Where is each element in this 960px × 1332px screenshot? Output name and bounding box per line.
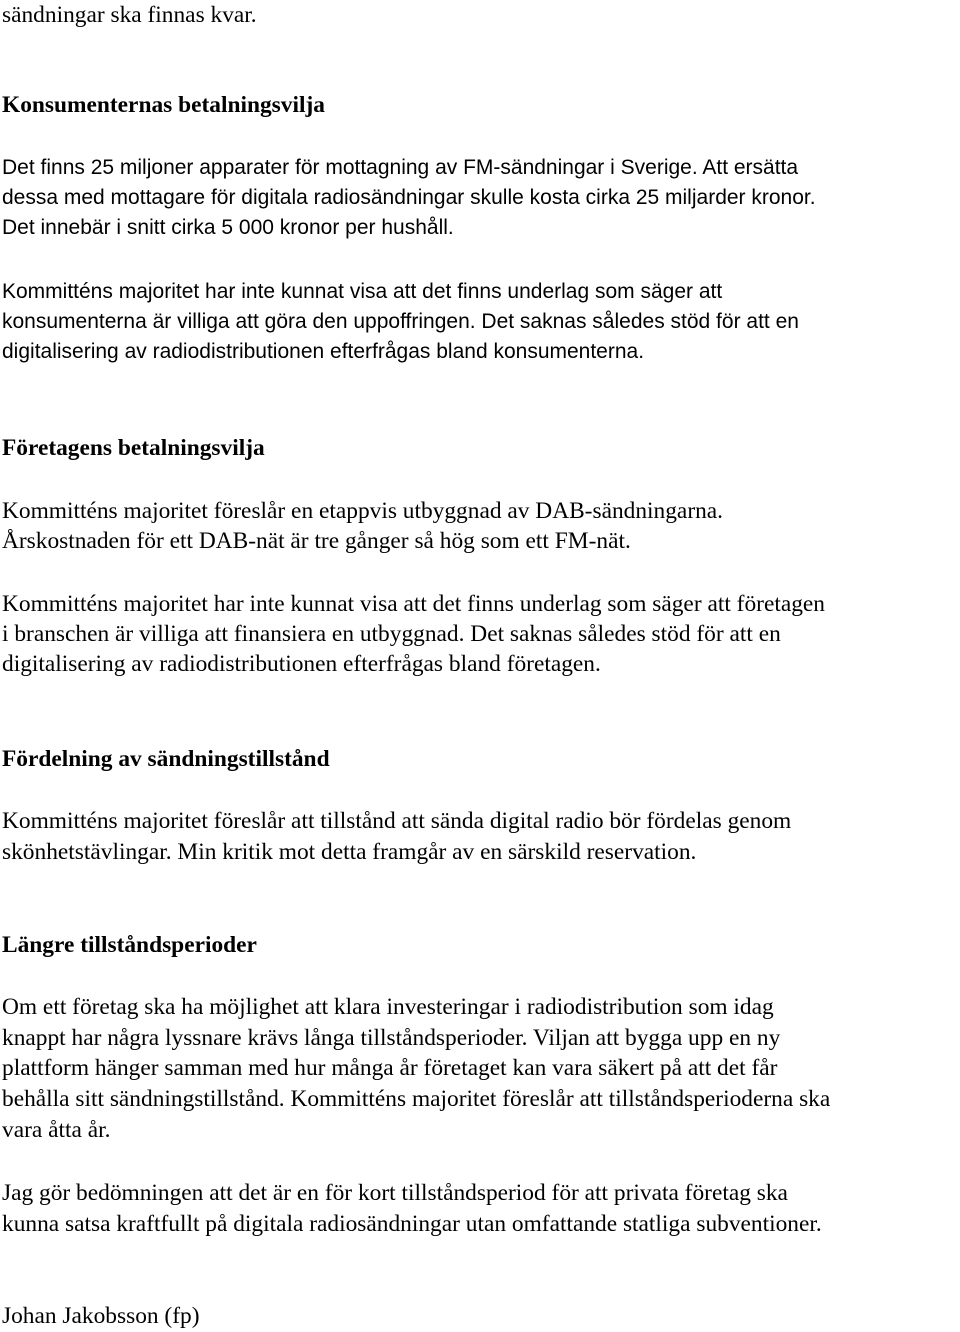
paragraph-line: knappt har några lyssnare krävs långa tillståndsperioder. Viljan att bygga upp en ny (2, 1025, 781, 1051)
paragraph-line: konsumenterna är villiga att göra den uppoffringen. Det saknas således stöd för att en (2, 310, 799, 333)
paragraph-line: Det innebär i snitt cirka 5 000 kronor per hushåll. (2, 216, 454, 239)
paragraph-line: skönhetstävlingar. Min kritik mot detta framgår av en särskild reservation. (2, 839, 697, 865)
paragraph-line: kunna satsa kraftfullt på digitala radiosändningar utan omfattande statliga subventioner. (2, 1211, 822, 1237)
paragraph-line: plattform hänger samman med hur många år företaget kan vara säkert på att det får (2, 1055, 778, 1081)
paragraph-line: Årskostnaden för ett DAB-nät är tre gånger så hög som ett FM-nät. (2, 528, 631, 554)
signature-name: Johan Jakobsson (fp) (2, 1303, 200, 1329)
paragraph-line: Jag gör bedömningen att det är en för kort tillståndsperiod för att privata företag ska (2, 1180, 788, 1206)
paragraph-line: digitalisering av radiodistributionen efterfrågas bland konsumenterna. (2, 340, 645, 363)
paragraph-line: digitalisering av radiodistributionen efterfrågas bland företagen. (2, 651, 601, 677)
paragraph-line: Kommitténs majoritet har inte kunnat visa att det finns underlag som säger att företagen (2, 591, 825, 617)
section-heading-tillstandsperioder: Längre tillståndsperioder (2, 932, 257, 958)
paragraph-line: Kommitténs majoritet har inte kunnat visa att det finns underlag som säger att (2, 280, 723, 303)
paragraph-line: Kommitténs majoritet föreslår en etappvis utbyggnad av DAB-sändningarna. (2, 498, 724, 524)
paragraph-line: dessa med mottagare för digitala radiosändningar skulle kosta cirka 25 miljarder kronor. (2, 186, 816, 209)
paragraph-line: behålla sitt sändningstillstånd. Kommitténs majoritet föreslår att tillståndsperioderna ska (2, 1086, 831, 1112)
paragraph-line: Om ett företag ska ha möjlighet att klara investeringar i radiodistribution som idag (2, 994, 774, 1020)
section-heading-konsumenter: Konsumenternas betalningsvilja (2, 92, 325, 118)
paragraph-line: vara åtta år. (2, 1117, 111, 1143)
paragraph-line: Det finns 25 miljoner apparater för mottagning av FM-sändningar i Sverige. Att ersätta (2, 156, 799, 179)
paragraph-line: i branschen är villiga att finansiera en utbyggnad. Det saknas således stöd för att en (2, 621, 781, 647)
intro-text: sändningar ska finnas kvar. (2, 2, 257, 28)
section-heading-foretag: Företagens betalningsvilja (2, 435, 265, 461)
paragraph-line: Kommitténs majoritet föreslår att tillstånd att sända digital radio bör fördelas genom (2, 808, 792, 834)
section-heading-fordelning: Fördelning av sändningstillstånd (2, 746, 330, 772)
